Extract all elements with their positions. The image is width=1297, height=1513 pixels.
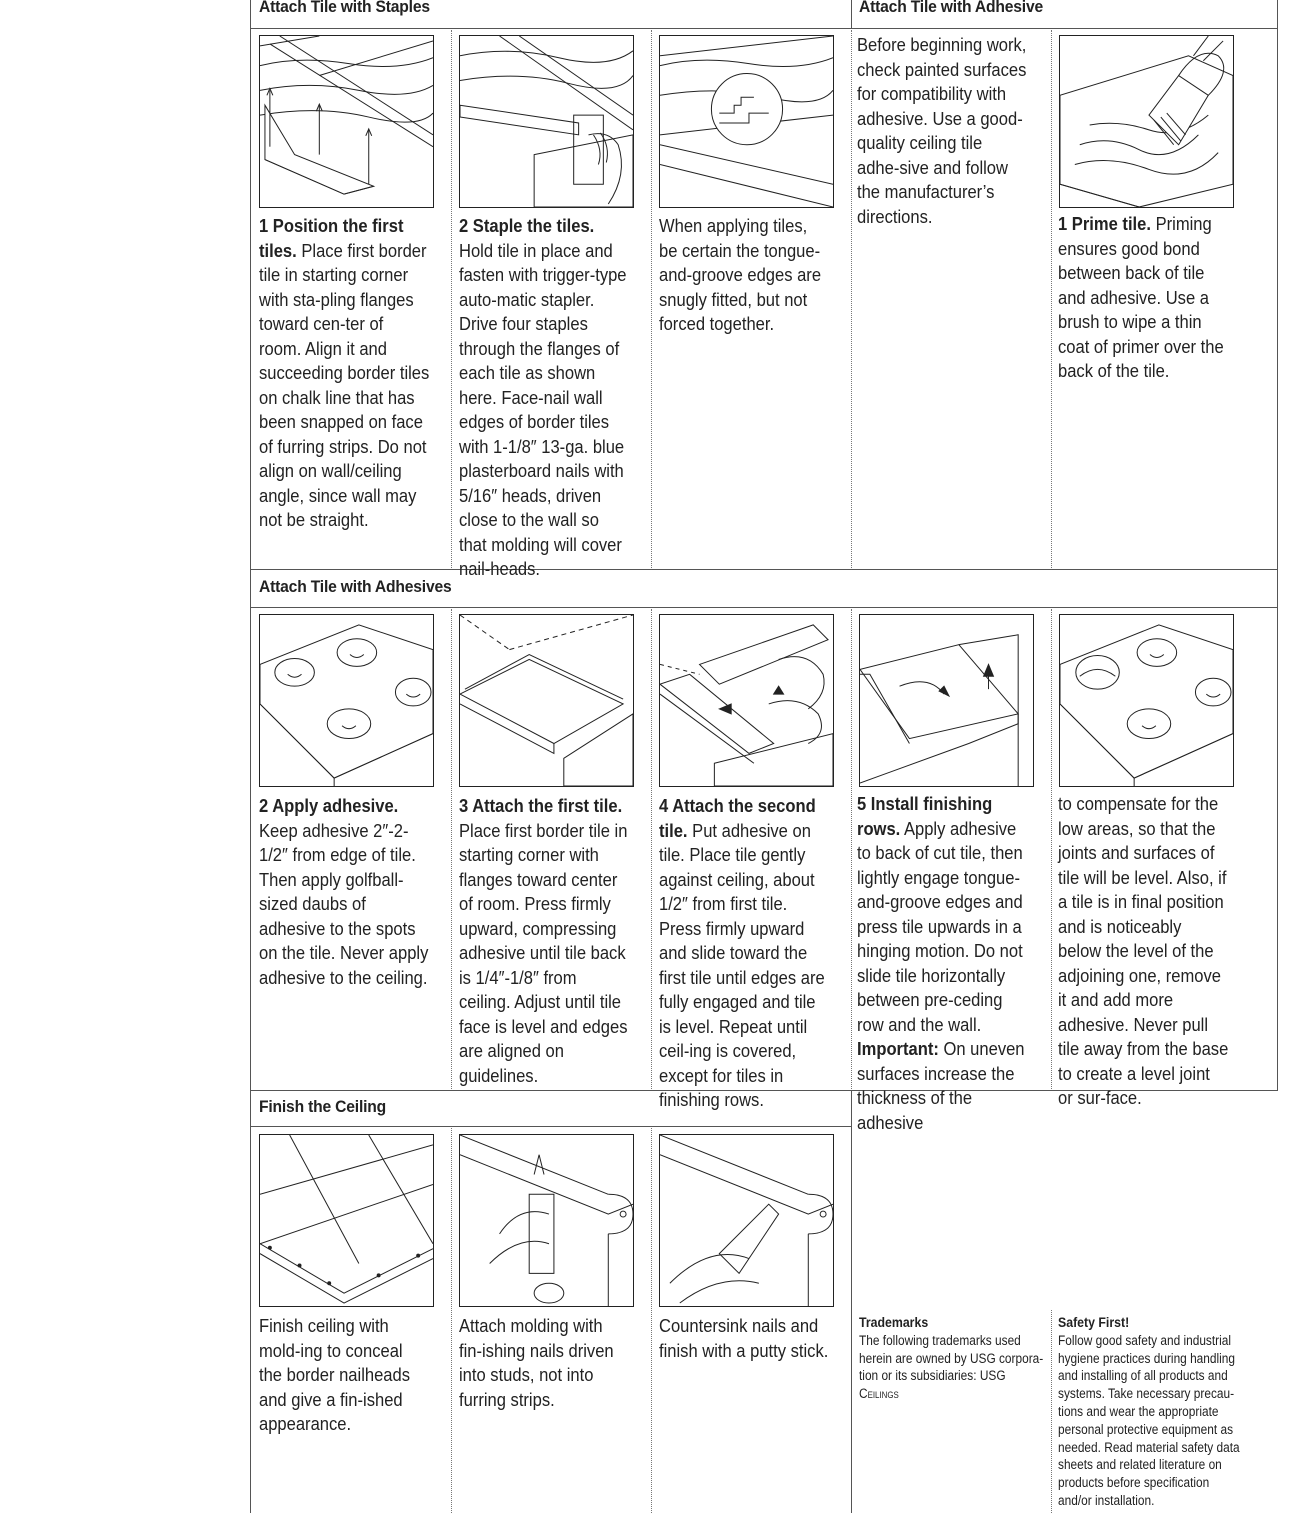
figure-apply-adhesive [259,614,434,787]
trademarks-body: The following trademarks used herein are owned by USG corpora-tion or its subsidiaries: USG [859,1332,1044,1384]
step-body: Priming ensures good bond between back of tile and adhesive. Use a brush to wipe a thin coat of primer over the back of the tile. [1058,214,1224,381]
safety-block [1058,1314,1245,1510]
section-title-finish: Finish the Ceiling [259,1097,387,1116]
important-label: Important: [857,1039,939,1059]
figure-attach-molding [459,1134,634,1307]
important-body: On uneven surfaces increase the thickness of the adhesive [857,1039,1025,1133]
step-heading: 1 Position the first tiles. [259,216,404,261]
section-divider [851,1090,852,1513]
staples-note: When applying tiles, be certain the tongue-and-groove edges are snugly fitted, but not forced together. [659,216,822,334]
left-border [250,0,251,1513]
step-heading: 4 Attach the second tile. [659,796,816,841]
column-separator [651,609,652,1089]
step-body: Hold tile in place and fasten with trigger-type auto-matic stapler. Drive four staples through the flanges of each tile as shown here. Face-nail wall edges of border tiles with 1-1/8″ 13-ga. blue plasterboard nails with 5/16″ heads, driven close to the wall so that molding will cover nail-heads. [459,240,627,579]
rule [250,1126,851,1127]
adhesives-step-5-continued: to compensate for the low areas, so that the joints and surfaces of tile will be level. Also, if a tile is in final position and is noticeably below the level of the adjoining one, remove it and add more adhesive. Never pull tile away from the base to create a level joint or sur-face. [1058,794,1229,1108]
column-separator [1051,609,1052,1089]
figure-level-tiles [1059,614,1234,787]
column-separator [451,609,452,1089]
section-title-adhesive: Attach Tile with Adhesive [859,0,1043,16]
column-separator [451,30,452,568]
column-separator [851,609,852,1089]
column-separator [851,30,852,568]
adhesives-step-3 [459,794,630,1088]
safety-title: Safety First! [1058,1314,1130,1330]
column-separator [451,1128,452,1513]
step-heading: 2 Staple the tiles. [459,216,595,236]
figure-molding [259,1134,434,1307]
column-separator [651,30,652,568]
adhesives-step-4 [659,794,830,1113]
rule [250,28,1278,29]
step-body: Place first border tile in starting corner with flanges toward center of room. Press firmly upward, compressing adhesive until tile back is 1/4″-1/8″ from ceiling. Adjust until tile face is level and edges are aligned on guidelines. [459,820,628,1086]
figure-finishing-rows [859,614,1034,787]
rule [250,607,1278,608]
staples-step-2 [459,214,630,582]
step-body: Keep adhesive 2″-2-1/2″ from edge of tile. Then apply golfball-sized daubs of adhesive to the spots on the tile. Never apply adhesive to the ceiling. [259,820,429,988]
step-body: Put adhesive on tile. Place tile gently against ceiling, about 1/2″ from first tile. Press firmly upward and slide toward the first tile until edges are fully engaged and tile is level. Repeat until ceil-ing is covered, except for tiles in finishing rows. [659,820,825,1110]
adhesives-step-2 [259,794,430,990]
finish-text-1: Finish ceiling with mold-ing to conceal the border nailheads and give a fin-ished appearance. [259,1316,410,1434]
figure-staple-tiles [459,35,634,208]
trademarks-brand: Ceilings [859,1386,899,1402]
rule [250,569,1278,570]
step-body: Place first border tile in starting corner with sta-pling flanges toward cen-ter of room. Align it and succeeding border tiles on chalk line that has been snapped on face of furring strips. Do not align on wall/ceiling angle, since wall may not be straight. [259,240,430,530]
figure-countersink [659,1134,834,1307]
finish-text-3: Countersink nails and finish with a putty stick. [659,1316,829,1361]
figure-prime-tile [1059,35,1234,208]
section-divider [851,0,852,28]
trademarks-block [859,1314,1046,1403]
figure-position-tiles [259,35,434,208]
finish-text-2: Attach molding with fin-ishing nails driven into studs, not into furring strips. [459,1316,614,1410]
adhesive-step-1 [1058,212,1229,384]
safety-body: Follow good safety and industrial hygiene practices during handling and installing of all products and systems. Take necessary precau-tions and wear the appropriate personal protective equipment as needed. Read material safety data sheets and related literature on products before specification and/or installation. [1058,1332,1240,1508]
adhesives-step-5 [857,792,1028,1135]
step-heading: 3 Attach the first tile. [459,796,623,816]
right-border [1277,0,1278,1090]
trademarks-title: Trademarks [859,1314,929,1330]
section-title-adhesives: Attach Tile with Adhesives [259,577,452,596]
figure-second-tile [659,614,834,787]
adhesive-intro: Before beginning work, check painted surfaces for compatibility with adhesive. Use a good-quality ceiling tile adhe-sive and follow the manufacturer’s directions. [857,35,1027,227]
column-separator [1051,1310,1052,1513]
section-title-staples: Attach Tile with Staples [259,0,430,16]
step-body: Apply adhesive to back of cut tile, then lightly engage tongue-and-groove edges and press tile upwards in a hinging motion. Do not slide tile horizontally between pre-ceding row and the wall. [857,818,1023,1035]
column-separator [1051,30,1052,568]
column-separator [651,1128,652,1513]
figure-tongue-groove [659,35,834,208]
step-heading: 2 Apply adhesive. [259,796,399,816]
staples-step-1 [259,214,430,533]
step-heading: 1 Prime tile. [1058,214,1151,234]
step-heading: 5 Install finishing rows. [857,794,993,839]
figure-first-tile [459,614,634,787]
